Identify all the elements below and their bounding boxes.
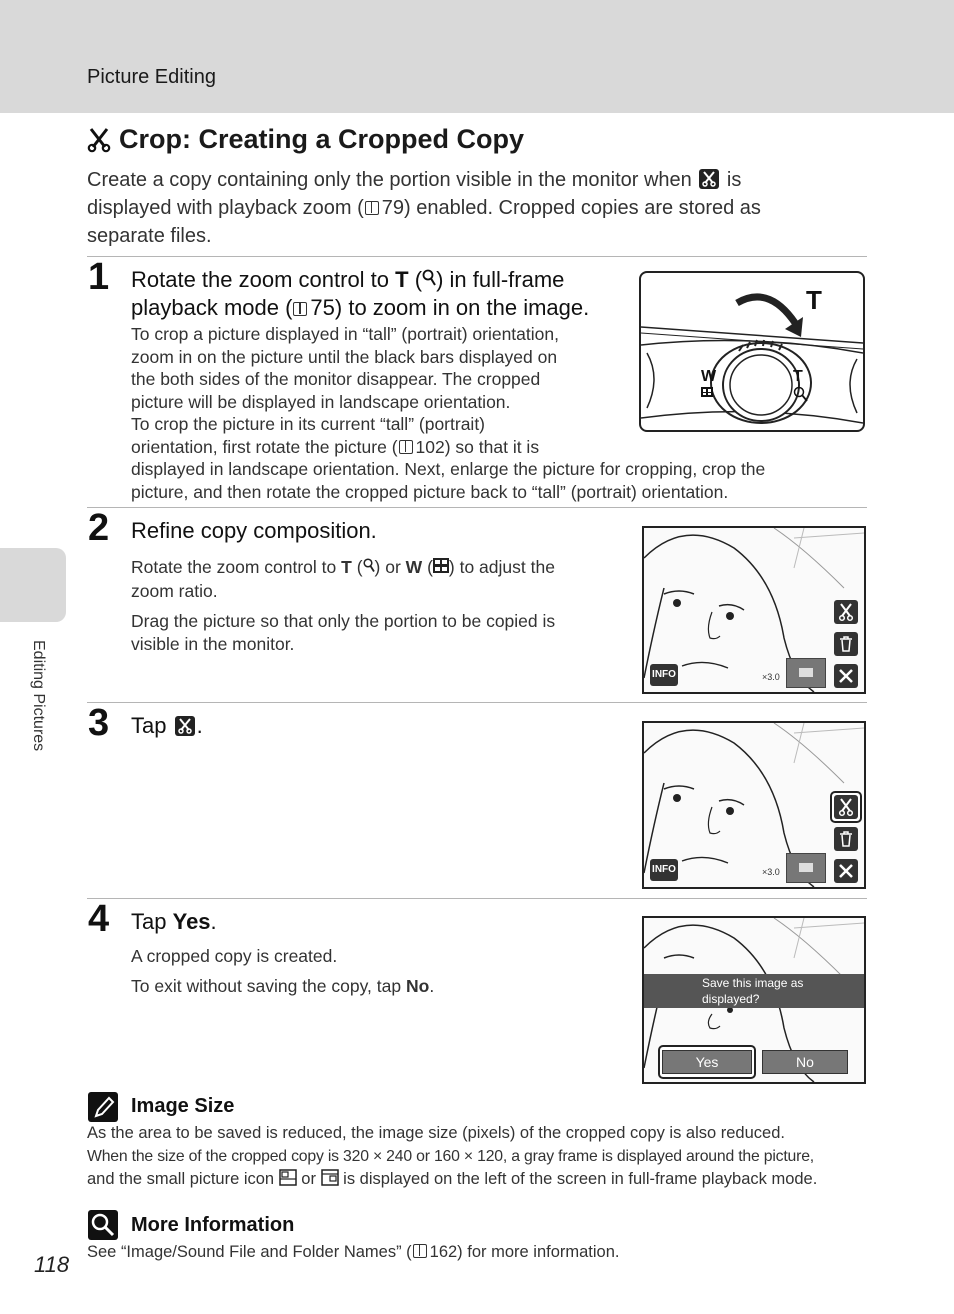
page-title-text: Crop: Creating a Cropped Copy — [119, 124, 525, 154]
monitor-screen-confirm — [642, 916, 866, 1084]
delete-button[interactable] — [834, 827, 858, 851]
note1-body-2: When the size of the cropped copy is 320 × 240 or 160 × 120, a gray frame is displayed around the picture, — [87, 1148, 814, 1165]
step-title-text: . — [210, 909, 217, 934]
monitor-screen-zoom — [642, 526, 866, 694]
step2-body-2: zoom ratio. — [131, 581, 218, 601]
header-band — [0, 0, 954, 113]
body-text: is displayed on the left of the screen in full-frame playback mode. — [343, 1170, 818, 1188]
yes-label: Yes — [695, 1054, 719, 1070]
navigation-thumb — [786, 658, 826, 688]
intro-line-3: separate files. — [87, 225, 212, 247]
scissors-icon — [834, 600, 858, 624]
intro-text: 79) enabled. Cropped copies are stored as — [381, 197, 761, 219]
body-text: ) to adjust the — [448, 557, 555, 577]
divider — [87, 898, 867, 899]
confirm-dialog — [644, 974, 864, 1008]
small-picture-icon — [321, 1169, 339, 1186]
side-tab — [0, 548, 66, 622]
step1-body-2: zoom in on the picture until the black bars displayed on — [131, 346, 558, 367]
body-text: orientation, first rotate the picture ( — [131, 436, 398, 457]
step-title-text: playback mode ( — [131, 295, 293, 320]
delete-button[interactable] — [834, 632, 858, 656]
zoom-ratio: ×3.0 — [762, 672, 780, 682]
step1-body-4: picture will be displayed in landscape orientation. — [131, 391, 511, 412]
no-button[interactable] — [762, 1050, 848, 1074]
crop-tap-icon — [699, 169, 719, 189]
dialog-line: displayed? — [702, 992, 760, 1006]
body-text: or — [301, 1170, 316, 1188]
info-label: INFO — [652, 669, 676, 680]
step-title-text: Rotate the zoom control to — [131, 267, 390, 292]
divider — [87, 256, 867, 257]
scissors-icon — [834, 795, 858, 819]
zoom-ratio: ×3.0 — [762, 867, 780, 877]
step1-body-7: displayed in landscape orientation. Next, enlarge the picture for cropping, crop the — [131, 459, 766, 479]
step-number: 3 — [88, 702, 110, 744]
body-text: ( — [356, 557, 363, 577]
step-title-text: . — [196, 713, 203, 738]
camera-top-drawing — [641, 273, 863, 430]
section-label: Picture Editing — [87, 66, 216, 88]
step-title-text: Tap — [131, 909, 167, 934]
body-text: . — [429, 976, 435, 996]
zoom-w-letter: W — [405, 557, 423, 577]
note2-body — [87, 1241, 620, 1264]
step1-title-line-1 — [131, 267, 564, 293]
note-title: More Information — [131, 1214, 295, 1236]
trash-icon — [834, 827, 858, 851]
no-term: No — [405, 976, 430, 996]
zoom-t-letter: T — [341, 557, 352, 577]
scissors-icon — [87, 127, 111, 153]
crop-tap-icon — [175, 716, 195, 736]
close-button[interactable] — [834, 859, 858, 883]
step-title-text: ) in full-frame — [436, 267, 565, 292]
zoom-t-letter: T — [395, 267, 409, 292]
step2-title: Refine copy composition. — [131, 518, 377, 543]
divider — [87, 702, 867, 703]
step-title-text: ( — [414, 267, 423, 292]
body-text: See “Image/Sound File and Folder Names” ( — [87, 1243, 412, 1261]
note-title: Image Size — [131, 1095, 235, 1117]
step-number: 2 — [88, 507, 110, 549]
step1-body-6 — [131, 436, 539, 459]
book-icon — [399, 440, 413, 454]
step2-body-3: Drag the picture so that only the portion to be copied is — [131, 611, 556, 631]
step-number: 4 — [88, 898, 110, 940]
info-label: INFO — [652, 864, 676, 875]
side-tab-label: Editing Pictures — [30, 640, 47, 752]
note1-body-3 — [87, 1168, 817, 1191]
step1-body-3: the both sides of the monitor disappear. The cropped — [131, 369, 541, 389]
intro-text: is — [726, 169, 742, 191]
thumbnail-icon — [433, 558, 449, 573]
close-icon — [834, 859, 858, 883]
step4-body-1: A cropped copy is created. — [131, 946, 338, 966]
body-text: To exit without saving the copy, tap — [131, 976, 402, 996]
crop-button[interactable] — [834, 795, 858, 819]
body-text: ) or — [374, 557, 401, 577]
illus-w-label: W — [701, 368, 717, 385]
step3-title — [131, 713, 203, 739]
book-icon — [413, 1244, 427, 1258]
divider — [87, 507, 867, 508]
book-icon — [293, 302, 307, 316]
step2-body-4: visible in the monitor. — [131, 634, 295, 654]
trash-icon — [834, 632, 858, 656]
book-icon — [365, 201, 379, 215]
body-text: 162) for more information. — [429, 1243, 620, 1261]
yes-term: Yes — [172, 909, 211, 934]
intro-text: Create a copy containing only the portion visible in the monitor when — [87, 169, 692, 191]
info-button[interactable] — [650, 859, 678, 881]
step2-body-1 — [131, 556, 555, 579]
body-text: ( — [427, 557, 433, 577]
note1-body-1: As the area to be saved is reduced, the image size (pixels) of the cropped copy is also reduced. — [87, 1124, 785, 1142]
intro-text: displayed with playback zoom ( — [87, 197, 364, 219]
step-number: 1 — [88, 256, 110, 298]
close-button[interactable] — [834, 664, 858, 688]
pencil-note-icon — [88, 1092, 118, 1122]
step4-body-2 — [131, 975, 434, 998]
navigation-thumb — [786, 853, 826, 883]
step4-title — [131, 909, 217, 935]
illus-t-label: T — [793, 368, 803, 385]
side-tab-label-wrap — [30, 640, 67, 770]
body-text: Rotate the zoom control to — [131, 557, 337, 577]
step1-body-5: To crop the picture in its current “tall” (portrait) — [131, 414, 486, 434]
no-label: No — [796, 1054, 814, 1070]
page-number: 118 — [34, 1252, 70, 1277]
step1-body-8: picture, and then rotate the cropped picture back to “tall” (portrait) orientation. — [131, 481, 729, 502]
step1-title-line-2 — [131, 295, 589, 321]
body-text: and the small picture icon — [87, 1170, 275, 1188]
crop-button[interactable] — [834, 600, 858, 624]
close-icon — [834, 664, 858, 688]
step-title-text: Tap — [131, 713, 167, 738]
magnifier-note-icon — [88, 1210, 118, 1240]
step1-body-1: To crop a picture displayed in “tall” (portrait) orientation, — [131, 324, 559, 344]
zoom-control-illustration — [639, 271, 865, 432]
magnify-icon — [422, 269, 436, 287]
info-button[interactable] — [650, 664, 678, 686]
dialog-message — [702, 975, 803, 1007]
page-title — [87, 124, 524, 155]
intro-line-1 — [87, 166, 741, 194]
dialog-line: Save this image as — [702, 976, 804, 990]
yes-button[interactable] — [662, 1050, 752, 1074]
intro-line-2 — [87, 194, 761, 222]
magnify-icon — [363, 558, 375, 573]
step-title-text: 75) to zoom in on the image. — [310, 295, 590, 320]
small-picture-icon — [279, 1169, 297, 1186]
monitor-screen-crop-tap — [642, 721, 866, 889]
body-text: 102) so that it is — [415, 436, 540, 457]
illus-big-t: T — [806, 285, 822, 315]
